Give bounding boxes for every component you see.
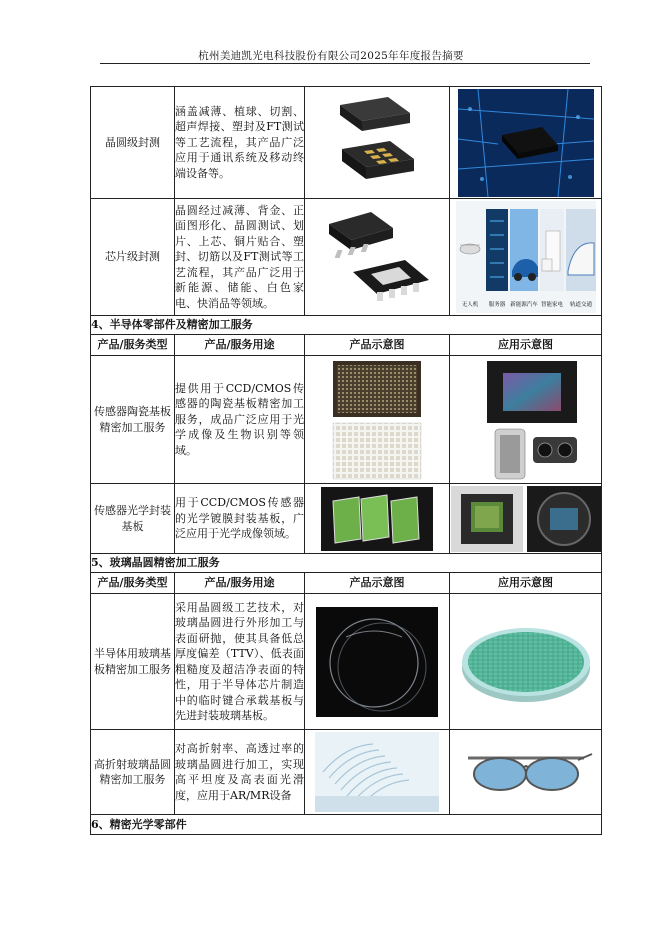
service-type: 高折射玻璃晶圆精密加工服务 <box>91 730 175 815</box>
table-row <box>91 87 602 199</box>
section-row <box>91 316 602 335</box>
section-title: 4、半导体零部件及精密加工服务 <box>91 316 602 335</box>
column-header: 产品/服务类型 <box>91 335 175 356</box>
product-image <box>305 356 450 484</box>
label-rail: 轨道交通 <box>569 302 592 308</box>
product-image <box>305 87 450 199</box>
service-description: 提供用于CCD/CMOS传感器的陶瓷基板精密加工服务，成品广泛应用于光学成像及生物识别等领域。 <box>175 356 305 484</box>
label-appliance: 智能家电 <box>540 302 563 308</box>
product-image <box>305 594 450 730</box>
column-header: 产品示意图 <box>305 335 450 356</box>
camera-sensor-application-image <box>451 486 601 552</box>
optical-substrate-image <box>321 487 433 551</box>
glass-substrate-application-image <box>458 612 594 712</box>
service-type: 传感器光学封装基板 <box>91 484 175 554</box>
header-row <box>91 335 602 356</box>
application-image <box>450 356 602 484</box>
service-type: 传感器陶瓷基板精密加工服务 <box>91 356 175 484</box>
circuit-board-image <box>458 89 594 197</box>
application-image <box>450 730 602 815</box>
column-header: 产品/服务类型 <box>91 573 175 594</box>
section-title: 6、精密光学零部件 <box>91 815 602 835</box>
application-image <box>450 484 602 554</box>
column-header: 产品/服务用途 <box>175 335 305 356</box>
service-description: 晶圆经过减薄、背金、正面图形化、晶圆测试、划片、上芯、铜片贴合、塑封、切筋以及FT测试等工艺流程，其产品广泛用于新能源、储能、白色家电、快消品等领域。 <box>175 199 305 316</box>
label-server: 服务器 <box>488 302 505 308</box>
service-description: 用于CCD/CMOS传感器的光学镀膜封装基板，广泛应用于光学成像领域。 <box>175 484 305 554</box>
column-header: 产品示意图 <box>305 573 450 594</box>
service-description: 涵盖减薄、植球、切割、超声焊接、塑封及FT测试等工艺流程，其产品广泛应用于通讯系统及移动终端设备等。 <box>175 87 305 199</box>
service-type: 半导体用玻璃基板精密加工服务 <box>91 594 175 730</box>
service-description: 对高折射率、高透过率的玻璃晶圆进行加工，实现高平坦度及高表面光滑度，应用于AR/MR设备 <box>175 730 305 815</box>
table-row <box>91 730 602 815</box>
table-row <box>91 594 602 730</box>
ar-glasses-application-image <box>458 736 594 808</box>
column-header: 应用示意图 <box>450 335 602 356</box>
product-image <box>305 484 450 554</box>
image-sensor-application-image <box>467 359 585 481</box>
table-row <box>91 356 602 484</box>
ceramic-substrate-image <box>329 359 425 481</box>
application-image <box>450 87 602 199</box>
application-collage-image <box>456 201 596 313</box>
product-table <box>90 86 602 835</box>
section-row <box>91 554 602 573</box>
header-row <box>91 573 602 594</box>
column-header: 产品/服务用途 <box>175 573 305 594</box>
service-description: 采用晶圆级工艺技术，对玻璃晶圆进行外形加工与表面研抛，使其具备低总厚度偏差（TTV）、低表面粗糙度及超洁净表面的特性，用于半导体芯片制造中的临时键合承载基板与先进封装玻璃基板。 <box>175 594 305 730</box>
section-row <box>91 815 602 835</box>
application-image <box>450 199 602 316</box>
table-row <box>91 484 602 554</box>
page-header: 杭州美迪凯光电科技股份有限公司2025年年度报告摘要 <box>198 50 464 62</box>
application-image <box>450 594 602 730</box>
high-index-glass-image <box>315 732 439 812</box>
service-type: 晶圆级封测 <box>91 87 175 199</box>
label-drone: 无人机 <box>461 302 478 308</box>
service-type: 芯片级封测 <box>91 199 175 316</box>
power-chip-image <box>315 202 439 312</box>
column-header: 应用示意图 <box>450 573 602 594</box>
glass-wafer-image <box>316 607 438 717</box>
header-rule <box>100 63 590 64</box>
product-image <box>305 730 450 815</box>
section-title: 5、玻璃晶圆精密加工服务 <box>91 554 602 573</box>
label-ev: 新能源汽车 <box>509 302 538 308</box>
chip-package-image <box>318 91 436 195</box>
product-image <box>305 199 450 316</box>
table-row <box>91 199 602 316</box>
